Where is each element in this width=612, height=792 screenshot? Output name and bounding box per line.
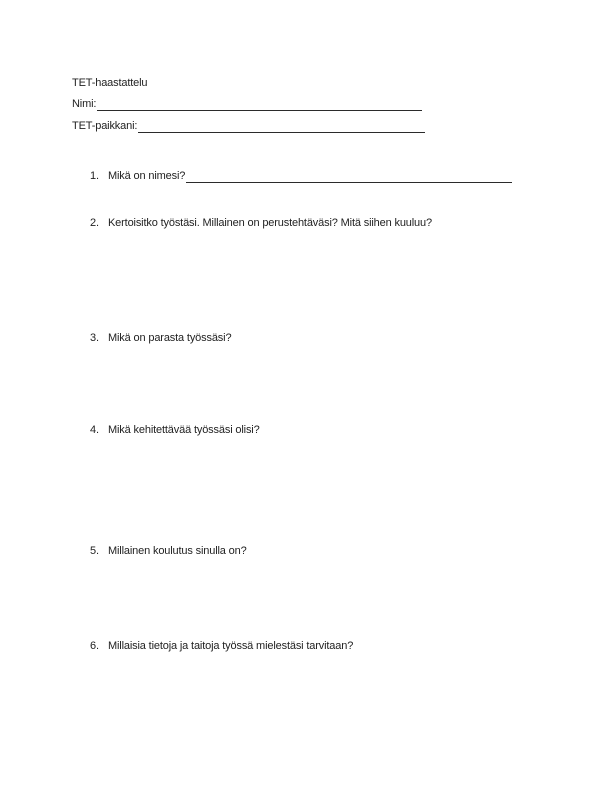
- question-4-text: Mikä kehitettävää työssäsi olisi?: [108, 424, 260, 436]
- question-3-number: 3.: [90, 332, 99, 344]
- question-5-text: Millainen koulutus sinulla on?: [108, 545, 247, 557]
- question-4-number: 4.: [90, 424, 99, 436]
- document-title: TET-haastattelu: [72, 77, 148, 89]
- question-1-number: 1.: [90, 170, 99, 182]
- tet-place-field: [72, 119, 425, 133]
- question-2-text: Kertoisitko työstäsi. Millainen on perustehtäväsi? Mitä siihen kuuluu?: [108, 217, 432, 229]
- question-item-5: [90, 544, 247, 558]
- name-field: [72, 97, 422, 111]
- question-item-4: [90, 423, 260, 437]
- name-field-label: Nimi:: [72, 98, 97, 110]
- question-item-6: [90, 639, 353, 653]
- question-1-fill-line[interactable]: [186, 169, 512, 183]
- tet-place-fill-line[interactable]: [138, 119, 425, 133]
- question-6-text: Millaisia tietoja ja taitoja työssä mielestäsi tarvitaan?: [108, 640, 354, 652]
- question-item-3: [90, 331, 231, 345]
- name-fill-line[interactable]: [97, 97, 422, 111]
- question-3-text: Mikä on parasta työssäsi?: [108, 332, 232, 344]
- question-6-number: 6.: [90, 640, 99, 652]
- question-2-number: 2.: [90, 217, 99, 229]
- question-item-2: [90, 216, 432, 230]
- question-1-text: Mikä on nimesi?: [108, 170, 186, 182]
- question-5-number: 5.: [90, 545, 99, 557]
- question-item-1: [90, 169, 512, 183]
- tet-place-field-label: TET-paikkani:: [72, 120, 138, 132]
